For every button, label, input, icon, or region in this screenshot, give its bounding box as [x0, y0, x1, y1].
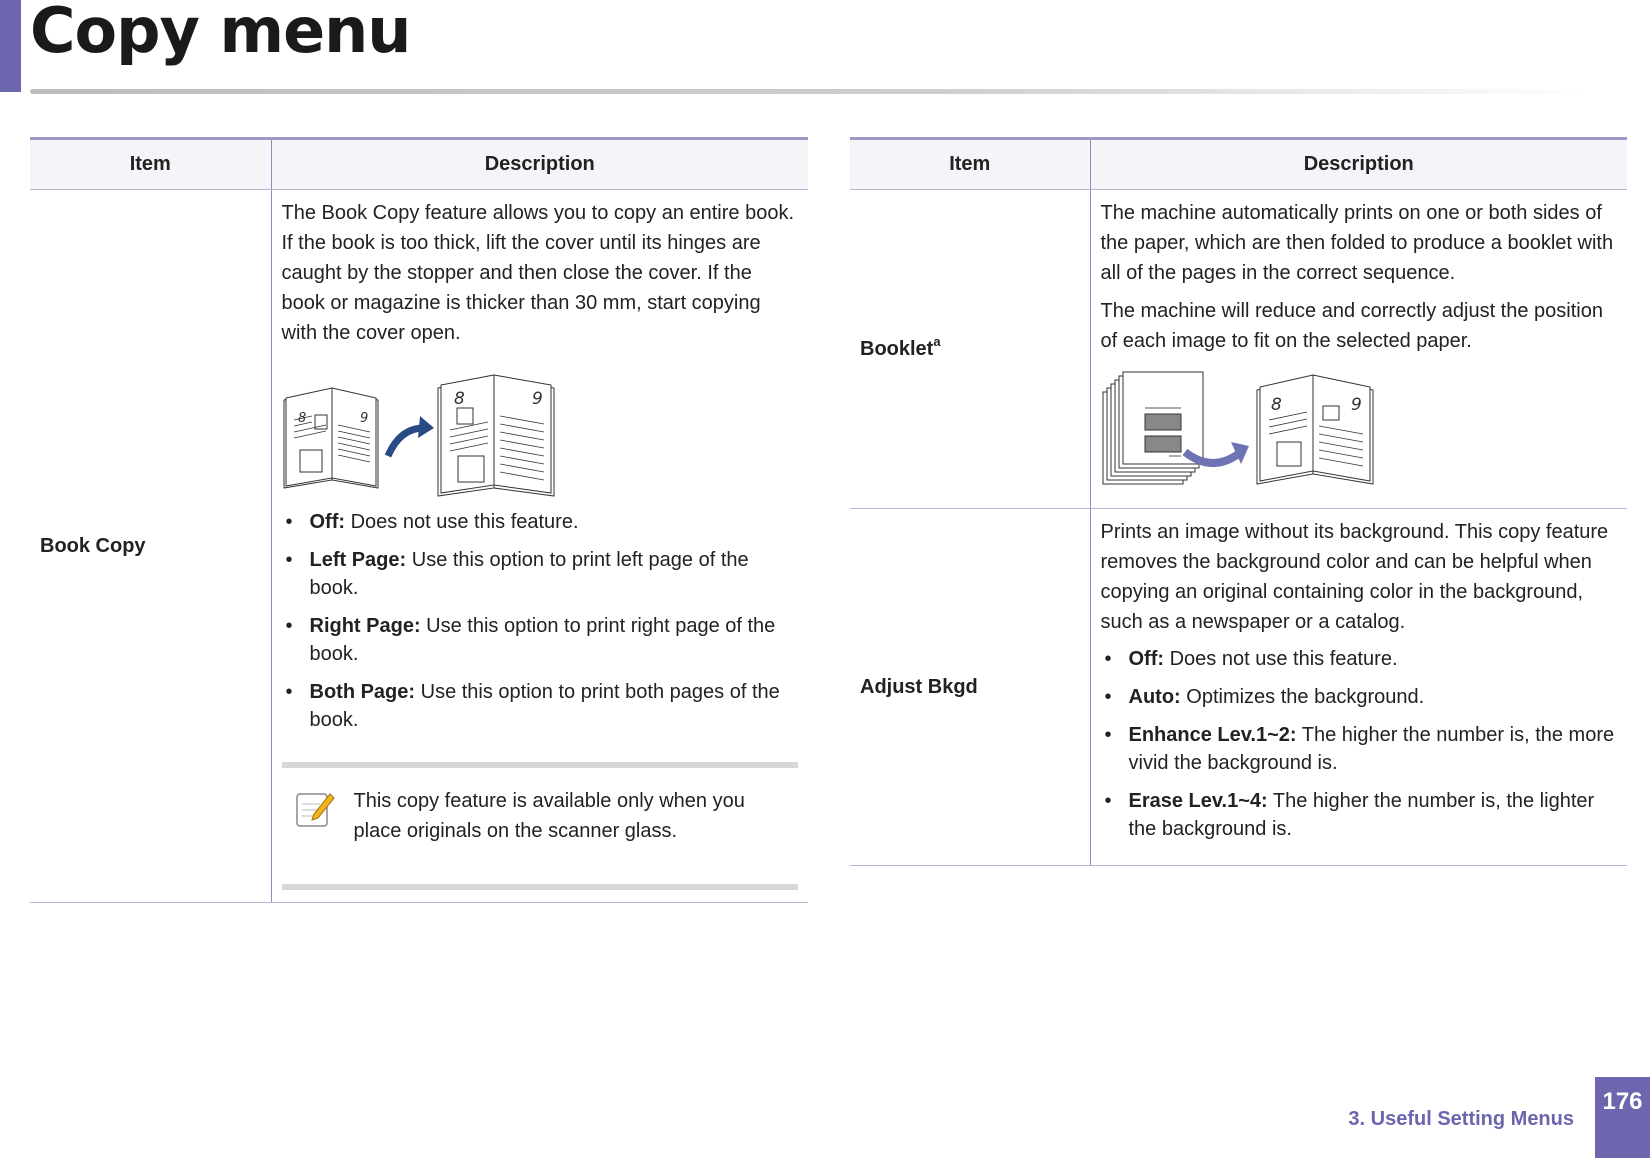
note-text: This copy feature is available only when you place originals on the scanner glass. — [353, 790, 745, 842]
large-book-page-right: 9 — [531, 389, 543, 409]
item-book-copy: Book Copy — [30, 190, 271, 903]
paper-stack-icon — [1103, 372, 1203, 484]
booklet-page-right: 9 — [1350, 395, 1362, 415]
column-header-description: Description — [1090, 139, 1627, 190]
description-book-copy — [271, 190, 808, 903]
option-enhance-lev: • Enhance Lev.1~2: The higher the number is, the more vivid the background is. — [1101, 721, 1618, 777]
title-divider — [30, 89, 1590, 94]
book-copy-options — [282, 508, 799, 734]
table-row-booklet — [850, 190, 1627, 509]
table-header-row — [30, 139, 808, 190]
large-book-page-left: 8 — [453, 389, 465, 409]
description-adjust-bkgd — [1090, 509, 1627, 866]
column-header-description: Description — [271, 139, 808, 190]
footnote-marker: a — [933, 333, 941, 349]
small-book-icon — [284, 388, 378, 488]
column-header-item: Item — [850, 139, 1090, 190]
booklet-page-left: 8 — [1270, 395, 1282, 415]
item-adjust-bkgd: Adjust Bkgd — [850, 509, 1090, 866]
booklet-desc-1: The machine automatically prints on one or both sides of the paper, which are then folded to produce a booklet with all of the pages in the correct sequence. — [1100, 202, 1614, 284]
footer-section-label: 3. Useful Setting Menus — [1348, 1108, 1574, 1130]
option-off: • Off: Does not use this feature. — [282, 508, 799, 536]
column-header-item: Item — [30, 139, 271, 190]
page-number-badge: 176 — [1595, 1077, 1650, 1158]
note-box — [282, 762, 799, 890]
table-row-book-copy — [30, 190, 808, 903]
booklet-stack-illustration — [1101, 370, 1391, 490]
adjust-bkgd-options — [1101, 645, 1618, 843]
note-pencil-icon — [294, 788, 336, 839]
booklet-illustration — [1101, 370, 1618, 490]
option-right-page: • Right Page: Use this option to print right page of the book. — [282, 612, 799, 668]
adjust-bkgd-desc: Prints an image without its background. This copy feature removes the background color and can be helpful when copying an original containing color in the background, such as a newspaper or a catalog. — [1100, 521, 1609, 633]
open-book-illustration — [282, 370, 572, 500]
title-accent-bar — [0, 0, 21, 92]
booklet-arrow-icon — [1185, 452, 1241, 463]
open-booklet-icon — [1257, 375, 1373, 484]
item-booklet: Booklet$^a$ — [850, 190, 1090, 509]
description-booklet — [1090, 190, 1627, 509]
page-title: Copy menu — [30, 0, 411, 67]
small-book-page-left: 8 — [297, 411, 306, 426]
small-book-page-right: 9 — [359, 411, 368, 426]
option-off: • Off: Does not use this feature. — [1101, 645, 1618, 673]
option-auto: • Auto: Optimizes the background. — [1101, 683, 1618, 711]
option-erase-lev: • Erase Lev.1~4: The higher the number is, the lighter the background is. — [1101, 787, 1618, 843]
book-copy-intro: The Book Copy feature allows you to copy an entire book. If the book is too thick, lift the cover until its hinges are caught by the stopper and then close the cover. If the book or magazine is thicker than 30 mm, start copying with the cover open. — [281, 202, 795, 344]
booklet-adjust-table — [850, 137, 1627, 866]
option-left-page: • Left Page: Use this option to print left page of the book. — [282, 546, 799, 602]
booklet-desc-2: The machine will reduce and correctly adjust the position of each image to fit on the selected paper. — [1100, 300, 1603, 352]
book-copy-table — [30, 137, 808, 903]
option-both-page: • Both Page: Use this option to print both pages of the book. — [282, 678, 799, 734]
table-header-row — [850, 139, 1627, 190]
book-copy-illustration — [282, 370, 799, 500]
table-row-adjust-bkgd — [850, 509, 1627, 866]
